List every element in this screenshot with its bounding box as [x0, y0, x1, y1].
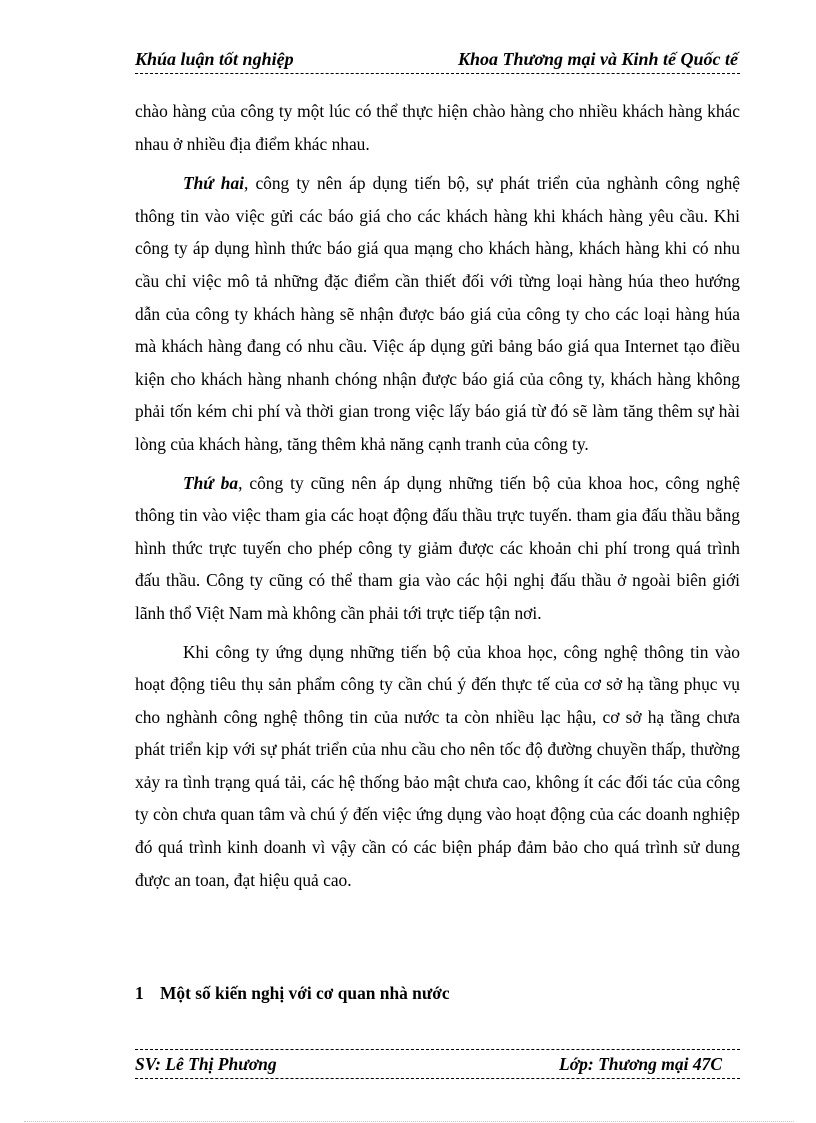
paragraph-2: [135, 167, 740, 460]
paragraph-3-lead: Thứ ba: [183, 472, 239, 493]
paragraph-3: [135, 467, 740, 630]
paragraph-4: Khi công ty ứng dụng những tiến bộ của khoa học, công nghệ thông tin vào hoạt động tiêu thụ sản phẩm công ty cần chú ý đến thực tế của cơ sở hạ tầng phục vụ cho nghành công nghệ thông tin của nước ta còn nhiều lạc hậu, cơ sở hạ tầng chưa phát triển kịp với sự phát triển của nhu cầu cho nên tốc độ đường chuyền thấp, thường xảy ra tình trạng quá tải, các hệ thống bảo mật chưa cao, không ít các đối tác của công ty còn chưa quan tâm và chú ý đến việc ứng dụng vào hoạt động của các doanh nghiệp đó quá trình kinh doanh vì vậy cần có các biện pháp đảm bảo cho quá trình sử dung được an toan, đạt hiệu quả cao.: [135, 641, 740, 890]
paragraph-1: chào hàng của công ty một lúc có thể thực hiện chào hàng cho nhiều khách hàng khác nhau ở nhiều địa điểm khác nhau.: [135, 101, 740, 154]
section-number: 1: [135, 983, 144, 1003]
footer-student-name: SV: Lê Thị Phương: [135, 1054, 277, 1074]
body-text: [135, 95, 740, 902]
footer-rule: [135, 1049, 740, 1050]
header-faculty: Khoa Thương mại và Kinh tế Quốc tế: [458, 49, 738, 69]
page-edge: [24, 1121, 794, 1122]
page-footer: [135, 1052, 740, 1079]
page-header: [135, 47, 740, 74]
section-heading: [135, 978, 740, 1008]
footer-class: Lớp: Thương mại 47C: [559, 1054, 722, 1074]
section-title: Một số kiến nghị với cơ quan nhà nước: [160, 983, 450, 1003]
paragraph-3-text: , công ty cũng nên áp dụng những tiến bộ của khoa hoc, công nghệ thông tin vào việc tham gia các hoạt động đấu thầu trực tuyến. tham gia đấu thầu bằng hình thức trực tuyến cho phép công ty giảm được các khoản chi phí trong quá trình đấu thầu. Công ty cũng có thể tham gia vào các hội nghị đấu thầu ở ngoài biên giới lãnh thổ Việt Nam mà không cần phải tới trực tiếp tận nơi.: [135, 472, 741, 623]
paragraph-2-text: , công ty nên áp dụng tiến bộ, sự phát triển của nghành công nghệ thông tin vào việc gửi các báo giá cho các khách hàng khi khách hàng yêu cầu. Khi công ty áp dụng hình thức báo giá qua mạng cho khách hàng, khách hàng khi có nhu cầu chỉ việc mô tả những đặc điểm cần thiết đối với từng loại hàng húa theo hướng dẫn của công ty khách hàng sẽ nhận được báo giá của công ty cho các loại hàng húa mà khách hàng đang có nhu cầu. Việc áp dụng gửi bảng báo giá qua Internet tạo điều kiện cho khách hàng nhanh chóng nhận được báo giá của công ty, khách hàng không phải tốn kém chi phí và thời gian trong việc lấy báo giá từ đó sẽ làm tăng thêm sự hài lòng của khách hàng, tăng thêm khả năng cạnh tranh của công ty.: [135, 173, 741, 454]
paragraph-2-lead: Thứ hai: [183, 173, 245, 194]
header-thesis-title: Khúa luận tốt nghiệp: [135, 49, 294, 69]
